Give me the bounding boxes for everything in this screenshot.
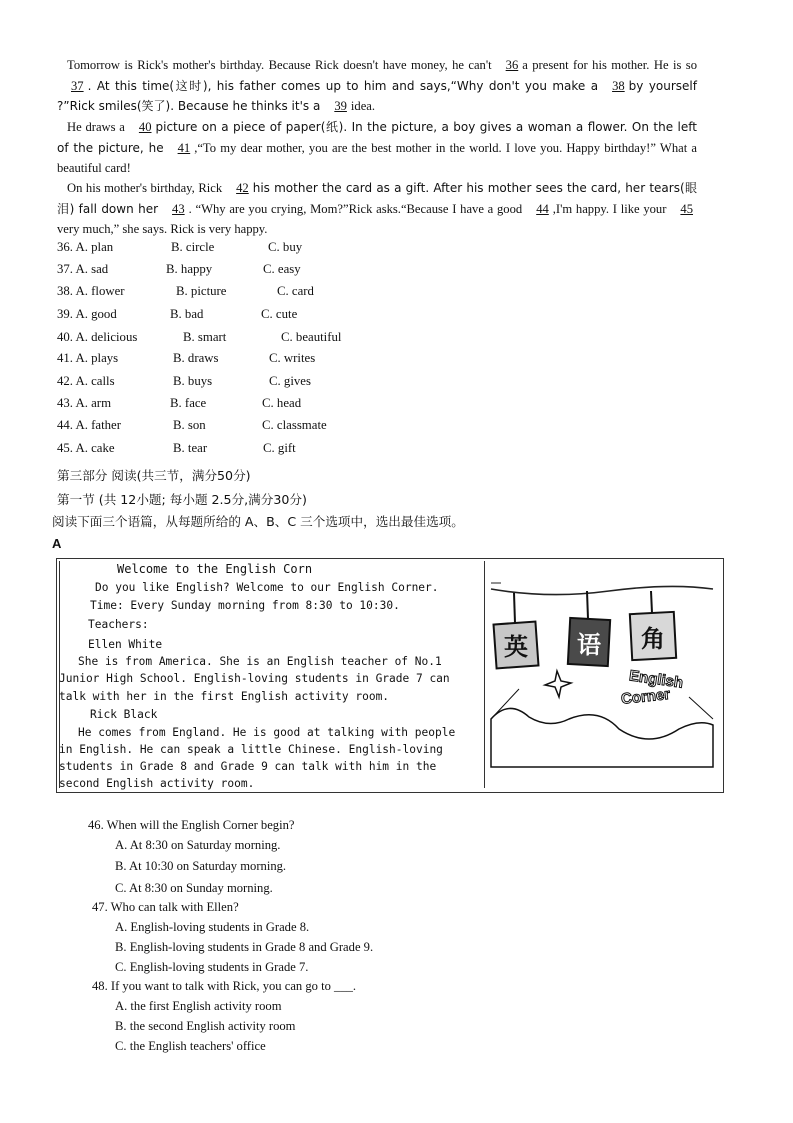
option-b: B. happy (166, 262, 213, 276)
instructions: 阅读下面三个语篇，从每题所给的 A、B、C 三个选项中，选出最佳选项。 (52, 514, 464, 529)
cloze-text: ,“To my dear mother, you are the best mother in the world. I love you. Happy birthday!” What a beautiful card! (57, 140, 698, 176)
blank-37: 37 (71, 78, 84, 93)
option-c: C. gift (263, 441, 296, 455)
cloze-text: On his mother's birthday, Rick (67, 181, 223, 195)
blank-41: 41 (177, 140, 191, 155)
blank-38: 38 (612, 78, 625, 93)
part-heading: 第三部分 阅读(共三节，满分50分) (57, 468, 251, 483)
cloze-text: picture on a piece of paper(纸). In the picture, a boy gives a woman a flower. On the left of the picture, he (57, 120, 697, 155)
passage-line: She is from America. She is an English teacher of No.1 (78, 655, 442, 668)
choice-a: A. the first English activity room (115, 999, 282, 1013)
flag-card (568, 591, 610, 666)
passage-a-box (56, 558, 724, 793)
passage-label: A (52, 536, 62, 551)
corner-word: English (628, 667, 685, 692)
option-b: B. tear (173, 441, 208, 455)
flag-card (630, 591, 676, 660)
cloze-text: Tomorrow is Rick's mother's birthday. Because Rick doesn't have money, he can't (67, 58, 492, 72)
passage-line: Time: Every Sunday morning from 8:30 to 10:30. (90, 599, 400, 612)
cloze-paragraph-1 (57, 55, 697, 117)
passage-line: students in Grade 8 and Grade 9 can talk with him in the (59, 760, 437, 773)
blank-42: 42 (236, 181, 249, 195)
option-a: 40. A. delicious (57, 330, 138, 344)
question-46: 46. When will the English Corner begin? (88, 818, 295, 832)
passage-line: talk with her in the first English activity room. (59, 690, 390, 703)
passage-title: Welcome to the English Corn (117, 562, 313, 576)
blank-43: 43 (172, 201, 185, 216)
option-a: 41. A. plays (57, 351, 119, 365)
option-a: 39. A. good (57, 307, 117, 321)
option-c: C. card (277, 284, 314, 298)
option-c: C. head (262, 396, 302, 410)
flag-char: 语 (577, 631, 601, 659)
choice-a: A. At 8:30 on Saturday morning. (115, 838, 281, 852)
question-47: 47. Who can talk with Ellen? (92, 900, 239, 914)
cloze-text: his mother the card as a gift. After his mother sees the card, her tears(眼泪) fall down her (57, 181, 698, 216)
option-b: B. picture (176, 284, 227, 298)
choice-c: C. At 8:30 on Sunday morning. (115, 881, 273, 895)
choice-b: B. English-loving students in Grade 8 and Grade 9. (115, 940, 374, 954)
cloze-text: by yourself ?”Rick smiles(笑了). Because he thinks it's a (57, 78, 697, 114)
option-a: 43. A. arm (57, 396, 112, 410)
option-b: B. son (173, 418, 206, 432)
passage-line: Do you like English? Welcome to our English Corner. (95, 581, 439, 594)
option-c: C. writes (269, 351, 316, 365)
option-b: B. smart (183, 330, 227, 344)
option-a: 37. A. sad (57, 262, 109, 276)
option-b: B. buys (173, 374, 213, 388)
passage-line: Rick Black (90, 708, 158, 721)
cloze-text: a present for his mother. He is so (522, 58, 697, 72)
cloze-text: very much,” she says. Rick is very happy. (57, 222, 268, 237)
option-b: B. draws (173, 351, 219, 365)
option-c: C. cute (261, 307, 298, 321)
cloze-text: . At this time(这时), his father comes up to him and says,“Why don't you make a (87, 78, 599, 93)
passage-line: Junior High School. English-loving students in Grade 7 can (59, 672, 450, 685)
flag-char: 英 (504, 633, 528, 661)
cloze-paragraph-2 (57, 117, 697, 179)
hills-shape (491, 708, 713, 767)
section-heading: 第一节 (共 12小题; 每小题 2.5分,满分30分) (57, 492, 307, 507)
choice-b: B. At 10:30 on Saturday morning. (115, 859, 287, 873)
option-a: 42. A. calls (57, 374, 115, 388)
option-c: C. buy (268, 240, 303, 254)
option-c: C. easy (263, 262, 301, 276)
passage-line: Teachers: (88, 618, 149, 631)
blank-44: 44 (536, 201, 549, 216)
cloze-paragraph-3 (57, 178, 697, 240)
choice-c: C. the English teachers' office (115, 1039, 266, 1053)
cloze-text: He draws a (67, 120, 125, 134)
option-b: B. circle (171, 240, 215, 254)
passage-line: in English. He can speak a little Chinese. English-loving (59, 743, 443, 756)
choice-a: A. English-loving students in Grade 8. (115, 920, 310, 934)
flag-char: 角 (641, 625, 665, 653)
option-a: 45. A. cake (57, 441, 115, 455)
cloze-text: idea. (350, 99, 376, 114)
english-corner-illustration (489, 579, 715, 769)
option-a: 38. A. flower (57, 284, 125, 298)
cloze-text: . “Why are you crying, Mom?”Rick asks.“Because I have a good (188, 201, 523, 216)
option-b: B. bad (170, 307, 204, 321)
blank-40: 40 (138, 120, 152, 134)
passage-line: He comes from England. He is good at talking with people (78, 726, 456, 739)
option-b: B. face (170, 396, 207, 410)
option-c: C. beautiful (281, 330, 342, 344)
option-a: 36. A. plan (57, 240, 114, 254)
blank-39: 39 (334, 99, 347, 114)
option-c: C. classmate (262, 418, 327, 432)
passage-line: Ellen White (88, 638, 163, 651)
sparkle-icon (545, 671, 571, 697)
option-c: C. gives (269, 374, 311, 388)
blank-45: 45 (680, 201, 693, 216)
choice-c: C. English-loving students in Grade 7. (115, 960, 309, 974)
passage-line: second English activity room. (59, 777, 255, 790)
choice-b: B. the second English activity room (115, 1019, 296, 1033)
question-48: 48. If you want to talk with Rick, you can go to ___. (92, 979, 357, 993)
cloze-text: ,I'm happy. I like your (552, 201, 667, 216)
blank-36: 36 (505, 58, 519, 72)
option-a: 44. A. father (57, 418, 121, 432)
flag-card (494, 593, 539, 668)
corner-word: Corner (620, 685, 671, 708)
